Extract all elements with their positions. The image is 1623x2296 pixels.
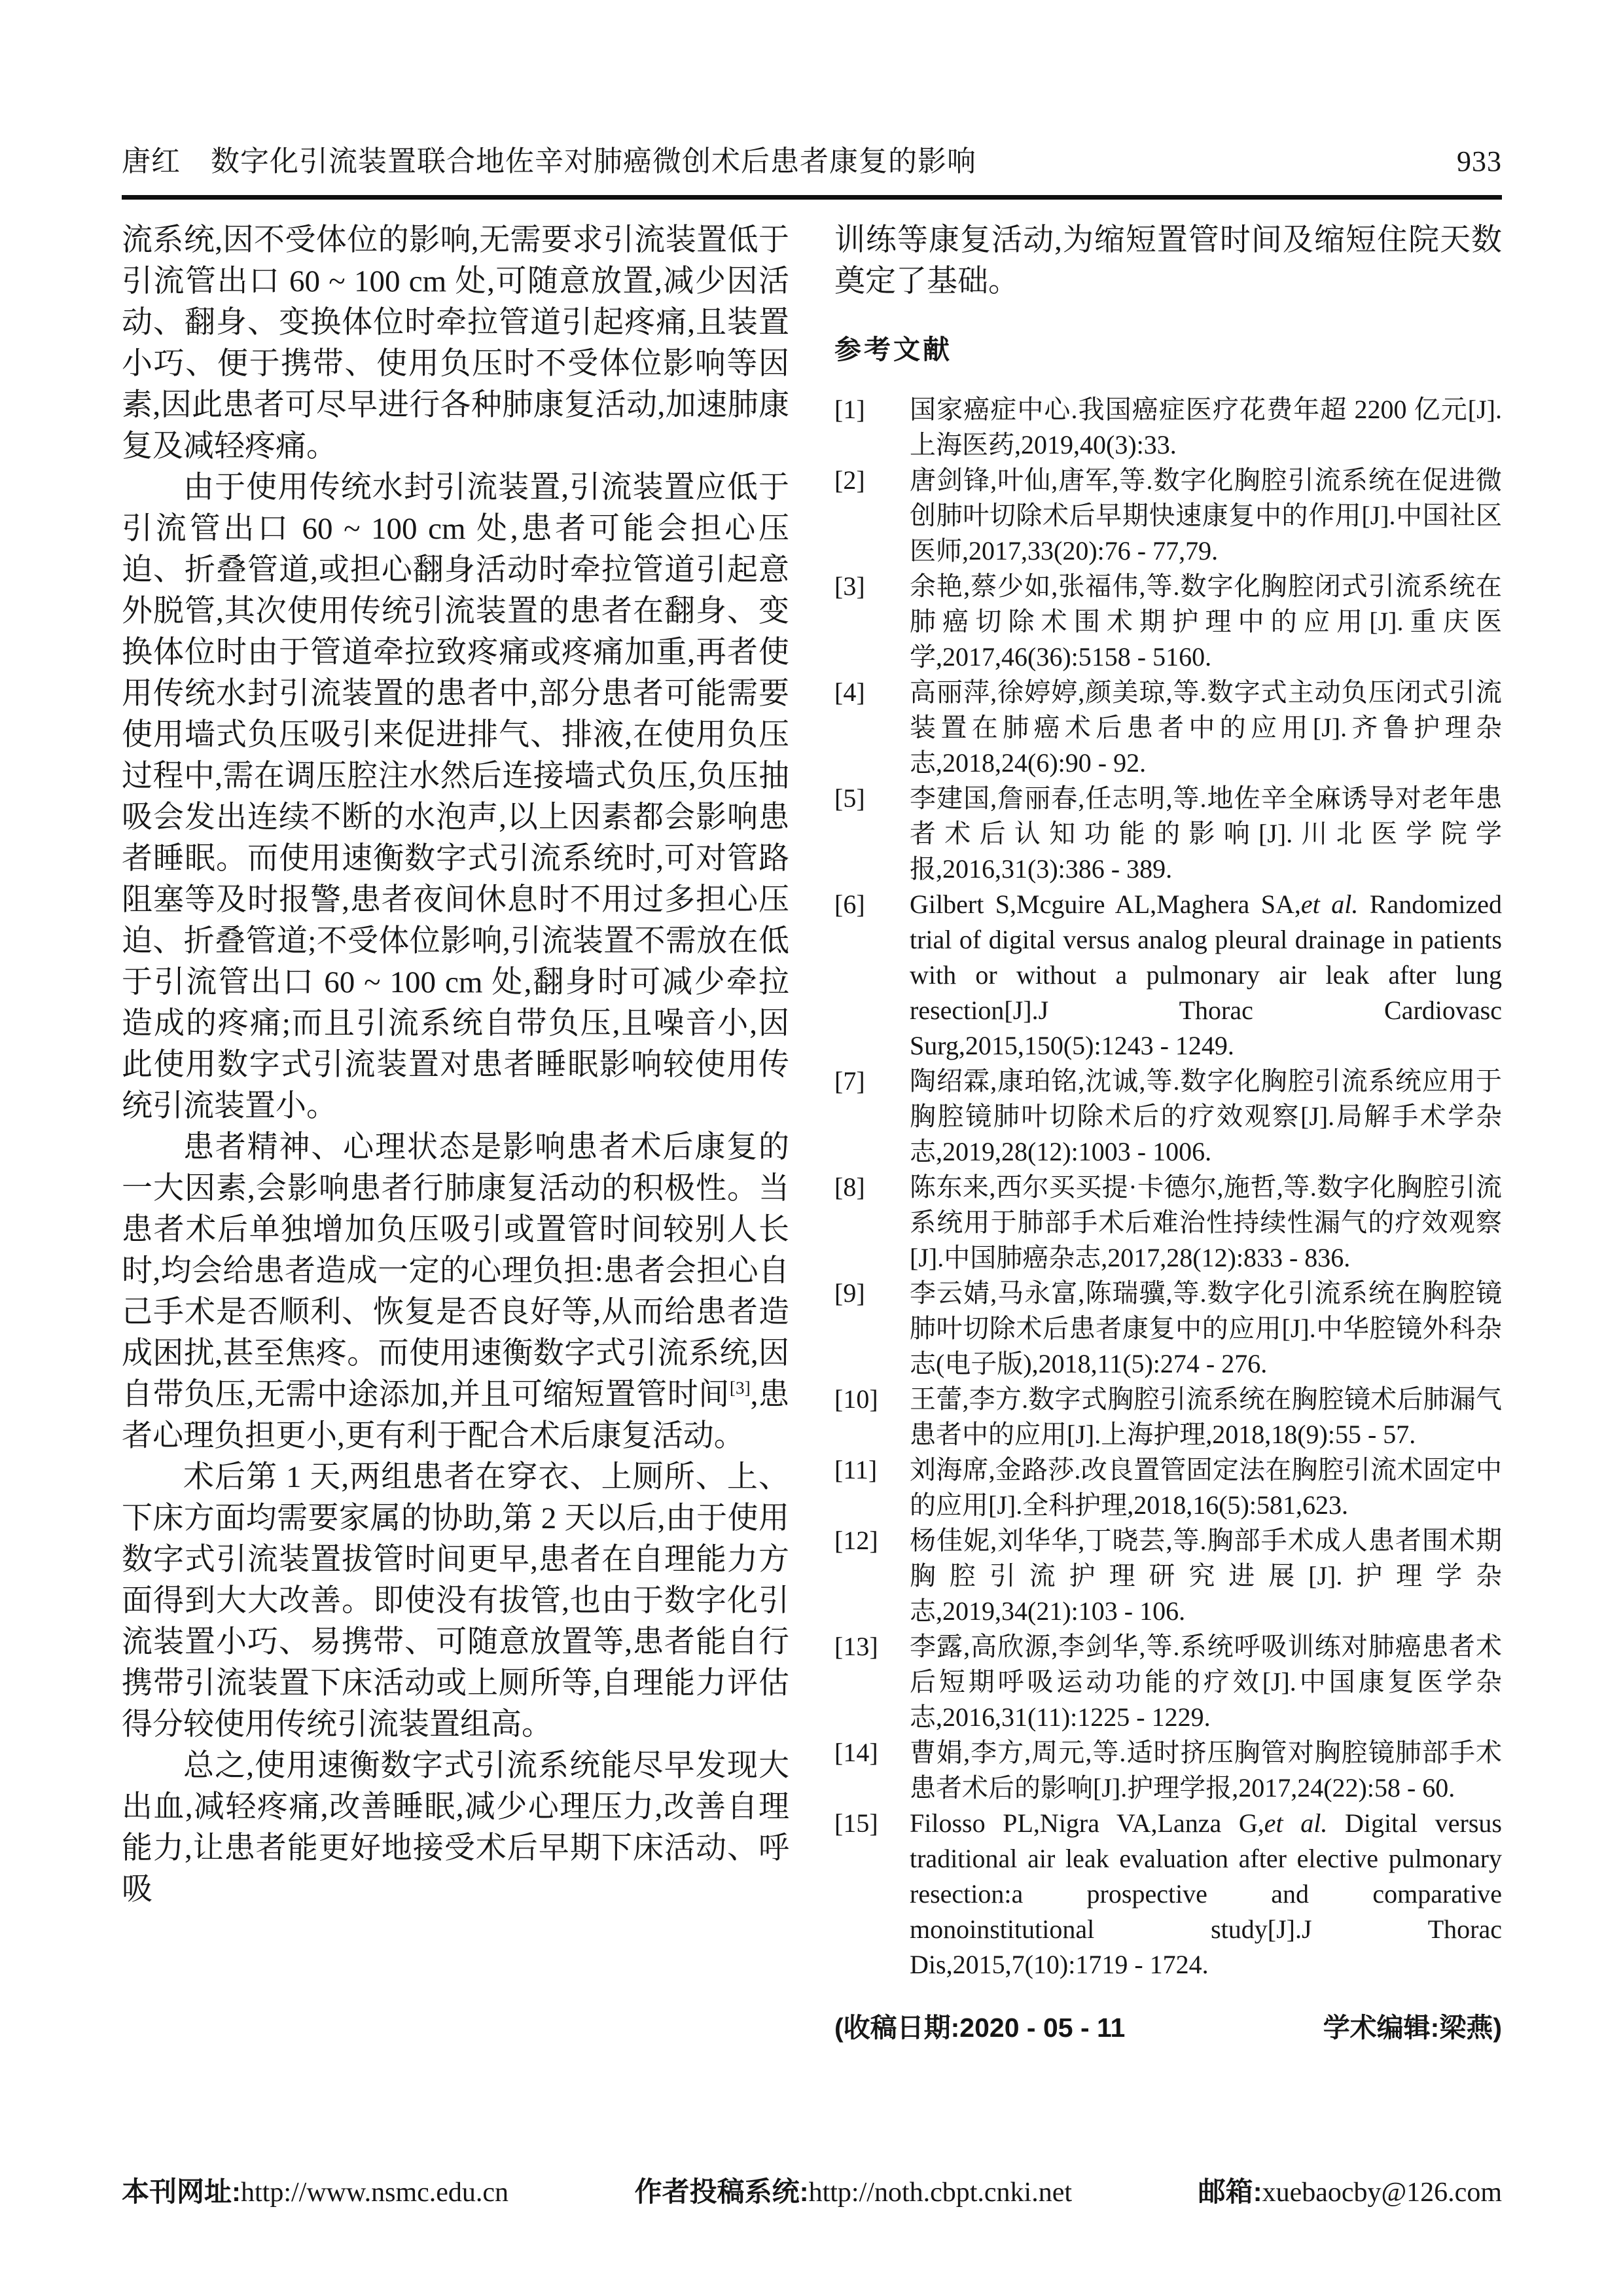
reference-item: [834, 569, 1502, 675]
text-run: 由于使用传统水封引流装置,引流装置应低于引流管出口 60 ~ 100 cm 处,患者可能会担心压迫、折叠管道,或担心翻身活动时牵拉管道引起意外脱管,其次使用传统引流装置的患者在翻身、变换体位时由于管道牵拉致疼痛或疼痛加重,再者使用传统水封引流装置的患者中,部分患者可能需要使用墙式负压吸引来促进排气、排液,在使用负压过程中,需在调压腔注水然后连接墙式负压,负压抽吸会发出连续不断的水泡声,以上因素都会影响患者睡眠。而使用速衡数字式引流系统时,可对管路阻塞等及时报警,患者夜间休息时不用过多担心压迫、折叠管道;不受体位影响,引流装置不需放在低于引流管出口 60 ~ 100 cm 处,翻身时可减少牵拉造成的疼痛;而且引流系统自带负压,且噪音小,因此使用数字式引流装置对患者睡眠影响较使用传统引流装置小。: [122, 471, 789, 1123]
reference-item: [834, 675, 1502, 781]
reference-label: [15]: [834, 1808, 878, 1838]
reference-label: [7]: [834, 1066, 865, 1096]
text-run: Gilbert S,Mcguire AL,Maghera SA,: [910, 889, 1301, 919]
reference-text: [910, 395, 1502, 459]
footer-item: [122, 2170, 508, 2210]
reference-text: [910, 1632, 1502, 1732]
page-footer: [122, 2170, 1502, 2210]
reference-label: [6]: [834, 889, 865, 919]
paragraph: [122, 1127, 789, 1457]
reference-text: [910, 571, 1502, 672]
citation-superscript: [3]: [729, 1378, 751, 1398]
reference-text: [910, 465, 1502, 565]
header-rule: [122, 195, 1502, 200]
reference-label: [3]: [834, 571, 865, 601]
reference-text: [910, 1384, 1502, 1449]
text-run: 训练等康复活动,为缩短置管时间及缩短住院天数奠定了基础。: [834, 223, 1502, 298]
paragraph: [122, 467, 789, 1127]
paragraph: [122, 220, 789, 467]
footer-item: [635, 2170, 1072, 2210]
running-author: 唐红: [122, 145, 181, 177]
reference-label: [14]: [834, 1738, 878, 1767]
footer-value: http://www.nsmc.edu.cn: [241, 2178, 509, 2208]
reference-item: [834, 1276, 1502, 1382]
footer-label: 作者投稿系统:: [634, 2176, 809, 2207]
reference-item: [834, 887, 1502, 1064]
text-run: 余艳,蔡少如,张福伟,等.数字化胸腔闭式引流系统在肺癌切除术围术期护理中的应用[J].重庆医学,2017,46(36):5158 - 5160.: [910, 571, 1502, 672]
text-run: 王蕾,李方.数字式胸腔引流系统在胸腔镜术后肺漏气患者中的应用[J].上海护理,2018,18(9):55 - 57.: [910, 1384, 1502, 1449]
footer-label: 邮箱:: [1198, 2176, 1262, 2207]
footer-label: 本刊网址:: [122, 2176, 241, 2207]
text-run: 李露,高欣源,李剑华,等.系统呼吸训练对肺癌患者术后短期呼吸运动功能的疗效[J].中国康复医学杂志,2016,31(11):1225 - 1229.: [910, 1632, 1502, 1732]
reference-item: [834, 463, 1502, 569]
running-header: [122, 137, 1502, 200]
reference-text: [910, 889, 1502, 1060]
reference-text: [910, 1278, 1502, 1378]
text-run: 李云婧,马永富,陈瑞骥,等.数字化引流系统在胸腔镜肺叶切除术后患者康复中的应用[J].中华腔镜外科杂志(电子版),2018,11(5):274 - 276.: [910, 1278, 1502, 1378]
reference-item: [834, 1806, 1502, 1982]
reference-text: [910, 1738, 1502, 1803]
running-title: [122, 137, 976, 179]
reference-text: [910, 1808, 1502, 1979]
reference-item: [834, 781, 1502, 887]
reference-text: [910, 1455, 1502, 1520]
reference-label: [8]: [834, 1172, 865, 1202]
reference-item: [834, 1452, 1502, 1523]
reference-label: [4]: [834, 677, 865, 707]
footer-item: [1198, 2170, 1502, 2210]
right-column: [834, 220, 1502, 2045]
reference-item: [834, 1170, 1502, 1276]
text-run: 总之,使用速衡数字式引流系统能尽早发现大出血,减轻疼痛,改善睡眠,减少心理压力,改善自理能力,让患者能更好地接受术后早期下床活动、呼吸: [122, 1749, 789, 1907]
paragraph: [122, 1457, 789, 1746]
left-column: [122, 220, 789, 2045]
text-run: 刘海席,金路莎.改良置管固定法在胸腔引流术固定中的应用[J].全科护理,2018,16(5):581,623.: [910, 1455, 1502, 1520]
reference-label: [1]: [834, 395, 865, 424]
text-run: 李建国,詹丽春,任志明,等.地佐辛全麻诱导对老年患者术后认知功能的影响[J].川北医学院学报,2016,31(3):386 - 389.: [910, 783, 1502, 884]
reference-label: [12]: [834, 1526, 878, 1555]
paragraph: [122, 1746, 789, 1910]
reference-text: [910, 783, 1502, 884]
text-run: 流系统,因不受体位的影响,无需要求引流装置低于引流管出口 60 ~ 100 cm 处,可随意放置,减少因活动、翻身、变换体位时牵拉管道引起疼痛,且装置小巧、便于携带、使用负压时不受体位影响等因素,因此患者可尽早进行各种肺康复活动,加速肺康复及减轻疼痛。: [122, 223, 789, 463]
reference-item: [834, 1523, 1502, 1629]
reference-label: [9]: [834, 1278, 865, 1308]
reference-item: [834, 1629, 1502, 1735]
text-run: 高丽萍,徐婷婷,颜美琼,等.数字式主动负压闭式引流装置在肺癌术后患者中的应用[J].齐鲁护理杂志,2018,24(6):90 - 92.: [910, 677, 1502, 778]
reference-text: [910, 677, 1502, 778]
italic-text: et al.: [1264, 1808, 1328, 1838]
text-run: Filosso PL,Nigra VA,Lanza G,: [910, 1808, 1264, 1838]
footer-value: xuebaocby@126.com: [1262, 2178, 1502, 2208]
text-run: 陶绍霖,康珀铭,沈诚,等.数字化胸腔引流系统应用于胸腔镜肺叶切除术后的疗效观察[J].局解手术学杂志,2019,28(12):1003 - 1006.: [910, 1066, 1502, 1166]
references-list: [834, 392, 1502, 1982]
reference-label: [13]: [834, 1632, 878, 1661]
running-article-title: 数字化引流装置联合地佐辛对肺癌微创术后患者康复的影响: [211, 145, 976, 177]
reference-label: [2]: [834, 465, 865, 495]
text-run: 陈东来,西尔买买提·卡德尔,施哲,等.数字化胸腔引流系统用于肺部手术后难治性持续性漏气的疗效观察[J].中国肺癌杂志,2017,28(12):833 - 836.: [910, 1172, 1502, 1272]
reference-item: [834, 392, 1502, 463]
references-heading: 参考文献: [834, 334, 952, 365]
text-run: 患者精神、心理状态是影响患者术后康复的一大因素,会影响患者行肺康复活动的积极性。当患者术后单独增加负压吸引或置管时间较别人长时,均会给患者造成一定的心理负担:患者会担心自己手术是否顺利、恢复是否良好等,从而给患者造成困扰,甚至焦疼。而使用速衡数字式引流系统,因自带负压,无需中途添加,并且可缩短置管时间: [122, 1130, 789, 1412]
italic-text: et al.: [1300, 889, 1359, 919]
text-run: 杨佳妮,刘华华,丁晓芸,等.胸部手术成人患者围术期胸腔引流护理研究进展[J].护理学杂志,2019,34(21):103 - 106.: [910, 1526, 1502, 1626]
reference-item: [834, 1382, 1502, 1452]
reference-label: [10]: [834, 1384, 878, 1414]
academic-editor: 学术编辑:梁燕): [1323, 2013, 1502, 2043]
reference-text: [910, 1066, 1502, 1166]
text-run: Digital versus traditional air leak evaluation after elective pulmonary resection:a prospective and comparative monoinstitutional study[J].J Thorac Dis,2015,7(10):1719 - 1724.: [910, 1808, 1502, 1979]
footer-value: http://noth.cbpt.cnki.net: [808, 2178, 1073, 2208]
reference-label: [5]: [834, 783, 865, 813]
article-body: [122, 220, 1502, 2045]
text-run: 国家癌症中心.我国癌症医疗花费年超 2200 亿元[J].上海医药,2019,40(3):33.: [910, 395, 1502, 459]
received-line: [834, 2006, 1502, 2045]
page-number: 933: [1457, 145, 1502, 177]
reference-label: [11]: [834, 1455, 878, 1484]
text-run: 曹娟,李方,周元,等.适时挤压胸管对胸腔镜肺部手术患者术后的影响[J].护理学报,2017,24(22):58 - 60.: [910, 1738, 1502, 1803]
text-run: 术后第 1 天,两组患者在穿衣、上厕所、上、下床方面均需要家属的协助,第 2 天以后,由于使用数字式引流装置拔管时间更早,患者在自理能力方面得到大大改善。即使没有拔管,也由于数字化引流装置小巧、易携带、可随意放置等,患者能自行携带引流装置下床活动或上厕所等,自理能力评估得分较使用传统引流装置组高。: [122, 1460, 789, 1742]
reference-text: [910, 1526, 1502, 1626]
text-run: Randomized trial of digital versus analog pleural drainage in patients with or without a pulmonary air leak after lung resection[J].J Thorac Cardiovasc Surg,2015,150(5):1243 - 1249.: [910, 889, 1503, 1060]
reference-item: [834, 1735, 1502, 1806]
reference-item: [834, 1064, 1502, 1170]
reference-text: [910, 1172, 1502, 1272]
text-run: ,患者心理负担更小,更有利于配合术后康复活动。: [122, 1378, 790, 1453]
right-column-text: [834, 220, 1502, 302]
paragraph: [834, 220, 1502, 302]
text-run: 唐剑锋,叶仙,唐军,等.数字化胸腔引流系统在促进微创肺叶切除术后早期快速康复中的作用[J].中国社区医师,2017,33(20):76 - 77,79.: [910, 465, 1502, 565]
received-date: (收稿日期:2020 - 05 - 11: [834, 2013, 1126, 2043]
